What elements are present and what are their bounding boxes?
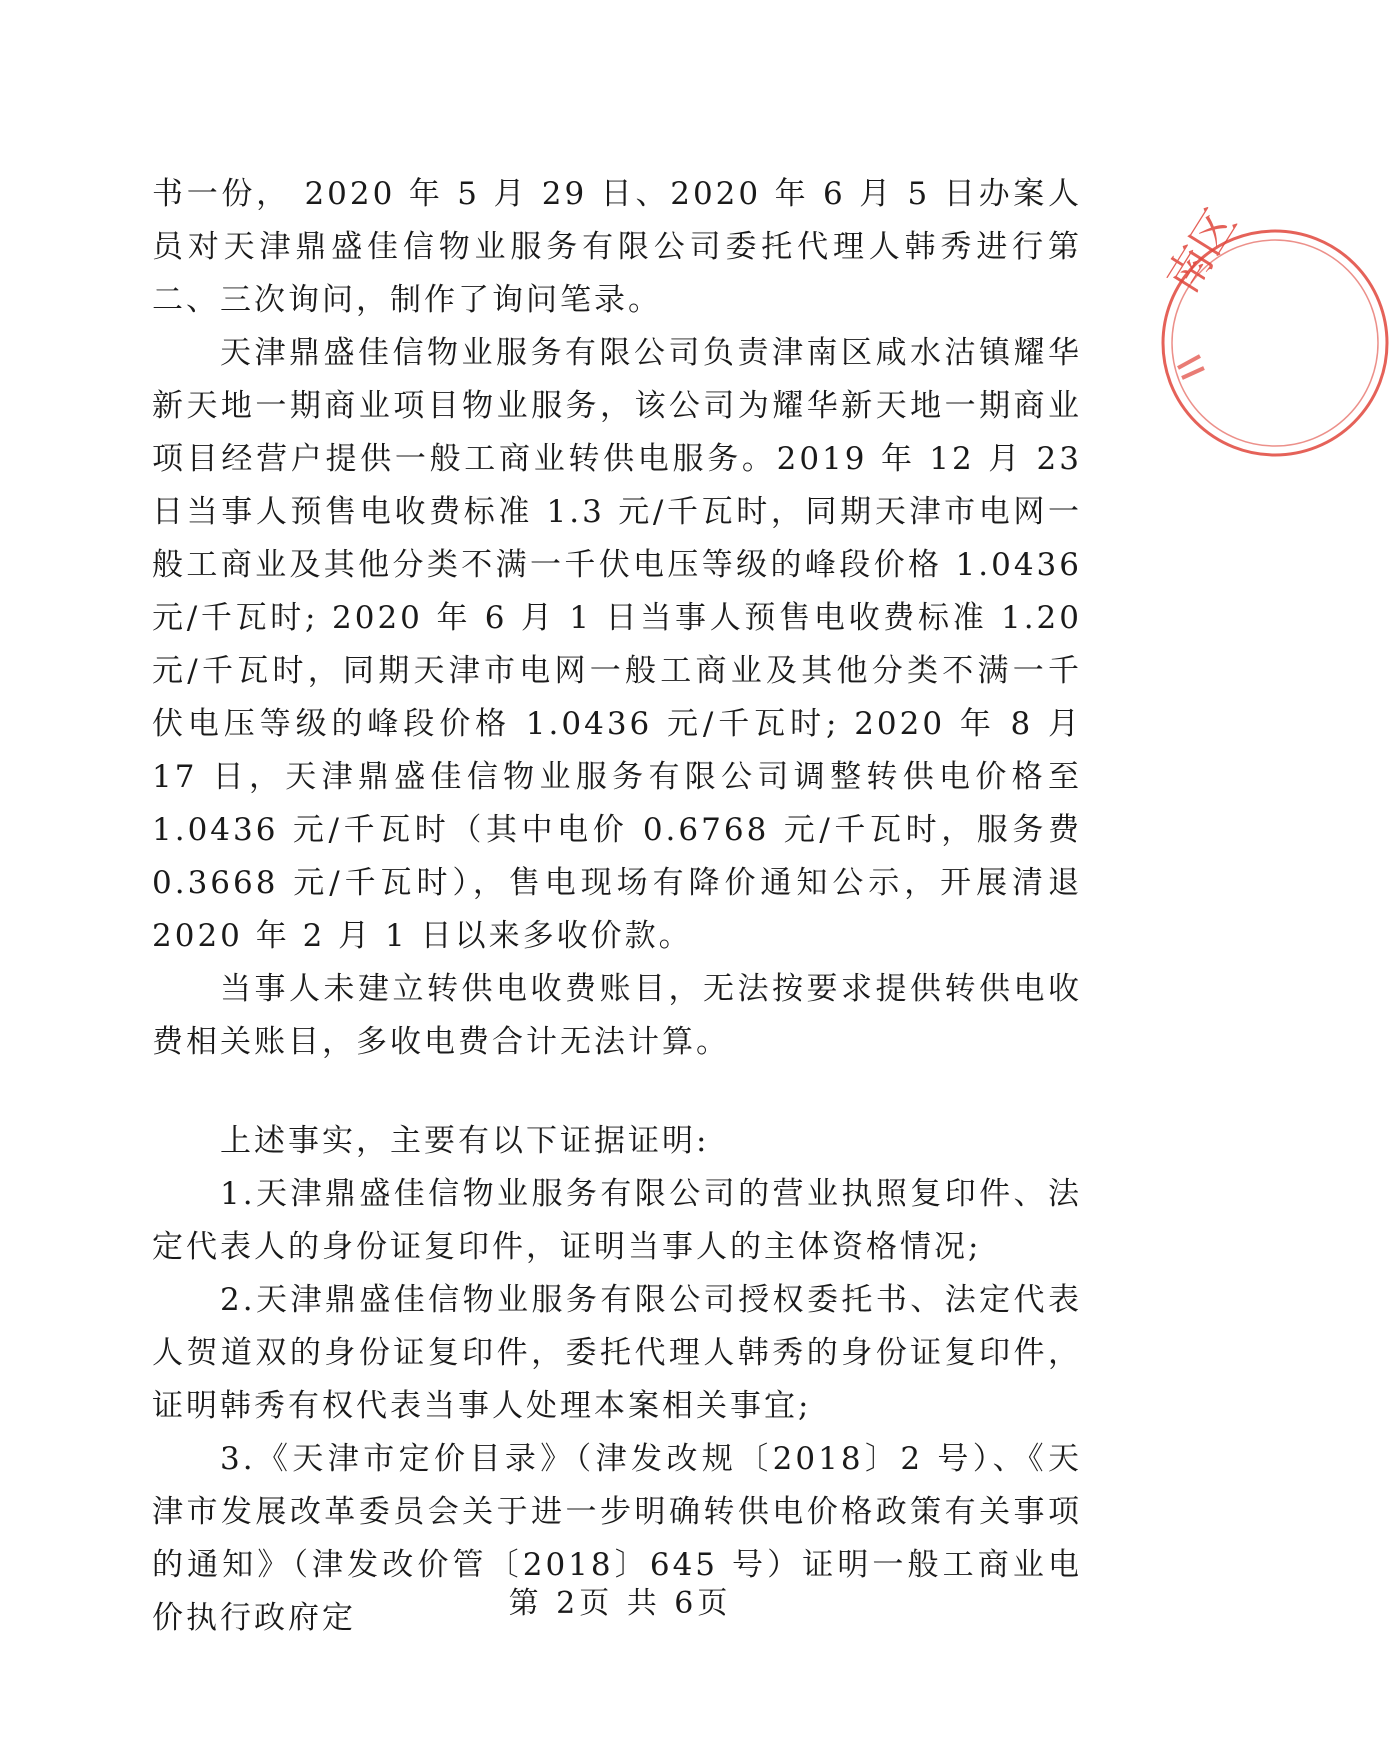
paragraph-inquiry: 书一份， 2020 年 5 月 29 日、2020 年 6 月 5 日办案人员对天津鼎盛佳信物业服务有限公司委托代理人韩秀进行第二、三次询问，制作了询问笔录。 [152,176,1082,318]
page-number-footer: 第 2页 共 6页 [508,1586,732,1621]
evidence-item-3: 3.《天津市定价目录》（津发改规〔2018〕2 号）、《天津市发展改革委员会关于进一步明确转供电价格政策有关事项的通知》（津发改价管〔2018〕645 号）证明一般工商业电价执行政府定 [152,1441,1082,1636]
svg-text:南区: 南区 [1157,200,1248,302]
evidence-item-1: 1.天津鼎盛佳信物业服务有限公司的营业执照复印件、法定代表人的身份证复印件，证明当事人的主体资格情况; [152,1176,1082,1265]
evidence-intro: 上述事实，主要有以下证据证明: [220,1123,710,1159]
evidence-item-2: 2.天津鼎盛佳信物业服务有限公司授权委托书、法定代表人贺道双的身份证复印件，委托代理人韩秀的身份证复印件，证明韩秀有权代表当事人处理本案相关事宜; [152,1282,1082,1424]
document-body [152,168,1082,1645]
paragraph-facts: 天津鼎盛佳信物业服务有限公司负责津南区咸水沽镇耀华新天地一期商业项目物业服务，该公司为耀华新天地一期商业项目经营户提供一般工商业转供电服务。2019 年 12 月 23 日当事人预售电收费标准 1.3 元/千瓦时，同期天津市电网一般工商业及其他分类不满一千伏电压等级的峰段价格 1.0436 元/千瓦时; 2020 年 6 月 1 日当事人预售电收费标准 1.20 元/千瓦时，同期天津市电网一般工商业及其他分类不满一千伏电压等级的峰段价格 1.0436 元/千瓦时; 2020 年 8 月 17 日，天津鼎盛佳信物业服务有限公司调整转供电价格至 1.0436 元/千瓦时（其中电价 0.6768 元/千瓦时，服务费 0.3668 元/千瓦时），售电现场有降价通知公示，开展清退 2020 年 2 月 1 日以来多收价款。 [152,335,1082,954]
official-seal-stamp [1157,200,1390,468]
section-gap [152,1069,1082,1115]
paragraph-accounts: 当事人未建立转供电收费账目，无法按要求提供转供电收费相关账目，多收电费合计无法计算。 [152,971,1082,1060]
